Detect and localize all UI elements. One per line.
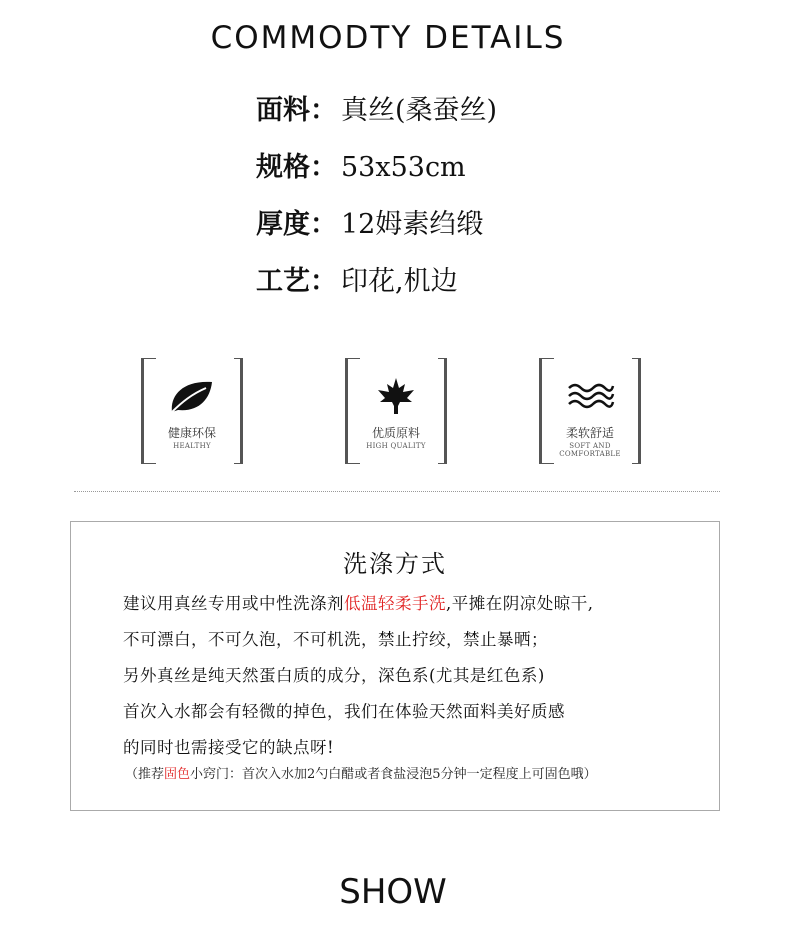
feature-label-en: SOFT AND COMFORTABLE (559, 442, 621, 458)
feature-label-cn: 健康环保 (167, 426, 216, 440)
spec-key: 工艺 (256, 266, 310, 297)
tip-text-segment: （推荐 (125, 767, 165, 782)
spec-row-size (256, 145, 497, 202)
maple-leaf-icon (348, 376, 444, 416)
waves-icon (542, 376, 638, 416)
spec-row-craft (256, 259, 497, 316)
washing-line: 首次入水都会有轻微的掉色，我们在体验天然面料美好质感 (123, 702, 565, 721)
spec-value: 53x53cm (341, 152, 466, 183)
leaf-icon (144, 376, 240, 416)
washing-text-segment: 建议用真丝专用或中性洗涤剂 (123, 594, 344, 613)
washing-text-segment: ,平摊在阴凉处晾干, (446, 594, 594, 613)
spec-key: 面料 (256, 95, 310, 126)
spec-key: 厚度 (256, 209, 310, 240)
spec-row-thickness (256, 202, 497, 259)
feature-label-cn: 柔软舒适 (565, 426, 614, 440)
spec-value: 12姆素绉缎 (341, 209, 484, 240)
spec-value: 真丝(桑蚕丝) (341, 95, 498, 126)
show-heading: SHOW (339, 872, 447, 912)
spec-separator: ： (310, 266, 337, 297)
spec-key: 规格 (256, 152, 310, 183)
tip-text-segment: 小窍门：首次入水加2勺白醋或者食盐浸泡5分钟一定程度上可固色哦） (190, 767, 597, 782)
washing-instructions-box (70, 521, 720, 811)
spec-separator: ： (310, 95, 337, 126)
spec-value: 印花,机边 (341, 266, 458, 297)
feature-healthy (141, 358, 243, 464)
feature-soft (539, 358, 641, 464)
washing-highlight: 低温轻柔手洗 (344, 594, 446, 613)
page-title: COMMODTY DETAILS (210, 20, 566, 56)
spec-list (256, 88, 497, 316)
washing-tip (125, 763, 715, 782)
feature-label-en: HEALTHY (173, 442, 211, 450)
spec-separator: ： (310, 209, 337, 240)
spec-row-fabric (256, 88, 497, 145)
feature-label-en: HIGH QUALITY (366, 442, 426, 450)
dotted-divider (74, 491, 720, 492)
feature-quality (345, 358, 447, 464)
feature-label-cn: 优质原料 (371, 426, 420, 440)
washing-text (123, 586, 713, 766)
washing-line: 另外真丝是纯天然蛋白质的成分，深色系(尤其是红色系) (123, 666, 545, 685)
tip-highlight: 固色 (164, 767, 191, 782)
washing-line: 的同时也需接受它的缺点呀! (123, 738, 335, 757)
spec-separator: ： (310, 152, 337, 183)
washing-line: 不可漂白，不可久泡，不可机洗，禁止拧绞，禁止暴晒； (123, 630, 548, 649)
washing-title: 洗涤方式 (343, 550, 447, 578)
washing-line (123, 586, 713, 622)
